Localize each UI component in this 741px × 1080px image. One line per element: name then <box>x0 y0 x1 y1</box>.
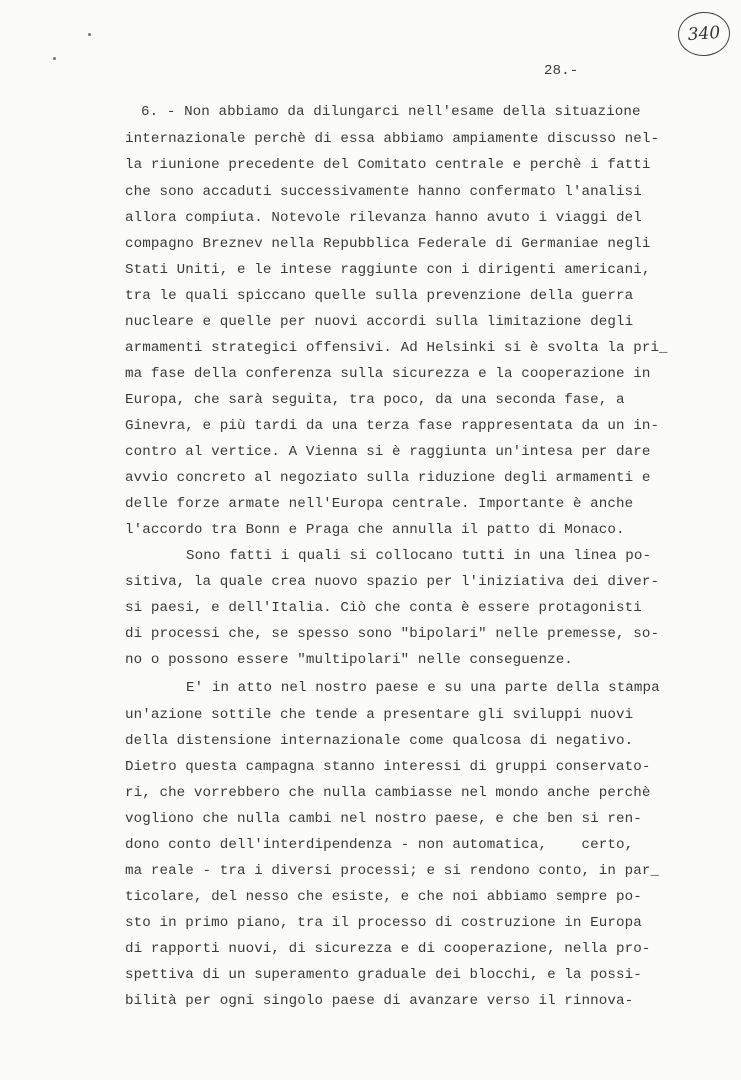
text-line: Stati Uniti, e le intese raggiunte con i dirigenti americani, <box>125 262 651 278</box>
text-line: spettiva di un superamento graduale dei blocchi, e la possi- <box>125 967 642 983</box>
text-line: di rapporti nuovi, di sicurezza e di cooperazione, nella pro- <box>125 941 651 957</box>
text-line: dono conto dell'interdipendenza - non automatica, certo, <box>125 837 634 853</box>
text-line: l'accordo tra Bonn e Praga che annulla il patto di Monaco. <box>125 522 625 538</box>
text-line: si paesi, e dell'Italia. Ciò che conta è essere protagonisti <box>125 600 642 616</box>
text-line: ri, che vorrebbero che nulla cambiasse nel mondo anche perchè <box>125 785 651 801</box>
text-line: bilità per ogni singolo paese di avanzare verso il rinnova- <box>125 993 634 1009</box>
text-line: compagno Breznev nella Repubblica Federale di Germaniae negli <box>125 236 651 252</box>
text-line: internazionale perchè di essa abbiamo ampiamente discusso nel- <box>125 131 660 147</box>
text-line: nucleare e quelle per nuovi accordi sulla limitazione degli <box>125 314 634 330</box>
page-number: 28.- <box>544 63 579 79</box>
scan-speck <box>88 33 91 36</box>
text-line: di processi che, se spesso sono "bipolari" nelle premesse, so- <box>125 626 660 642</box>
text-line: che sono accaduti successivamente hanno confermato l'analisi <box>125 184 642 200</box>
text-line: 6. - Non abbiamo da dilungarci nell'esame della situazione <box>141 104 641 120</box>
text-line: vogliono che nulla cambi nel nostro paese, e che ben si ren- <box>125 811 642 827</box>
text-line: allora compiuta. Notevole rilevanza hanno avuto i viaggi del <box>125 210 642 226</box>
text-line: delle forze armate nell'Europa centrale. Importante è anche <box>125 496 634 512</box>
text-line: ma reale - tra i diversi processi; e si rendono conto, in par_ <box>125 863 660 879</box>
text-line: la riunione precedente del Comitato centrale e perchè i fatti <box>125 157 651 173</box>
text-line: sto in primo piano, tra il processo di costruzione in Europa <box>125 915 642 931</box>
text-line: ticolare, del nesso che esiste, e che noi abbiamo sempre po- <box>125 889 642 905</box>
text-line: ma fase della conferenza sulla sicurezza e la cooperazione in <box>125 366 651 382</box>
scan-speck <box>53 57 56 60</box>
text-line: Sono fatti i quali si collocano tutti in una linea po- <box>186 548 652 564</box>
text-line: tra le quali spiccano quelle sulla prevenzione della guerra <box>125 288 634 304</box>
text-line: contro al vertice. A Vienna si è raggiunta un'intesa per dare <box>125 444 651 460</box>
text-line: E' in atto nel nostro paese e su una parte della stampa <box>186 680 660 696</box>
text-line: della distensione internazionale come qualcosa di negativo. <box>125 733 634 749</box>
archive-page-stamp: 340 <box>677 10 732 58</box>
text-line: avvio concreto al negoziato sulla riduzione degli armamenti e <box>125 470 651 486</box>
text-line: no o possono essere "multipolari" nelle conseguenze. <box>125 652 573 668</box>
text-line: sitiva, la quale crea nuovo spazio per l'iniziativa dei diver- <box>125 574 660 590</box>
text-line: Dietro questa campagna stanno interessi di gruppi conservato- <box>125 759 651 775</box>
text-line: Europa, che sarà seguita, tra poco, da una seconda fase, a <box>125 392 625 408</box>
text-line: un'azione sottile che tende a presentare gli sviluppi nuovi <box>125 707 634 723</box>
text-line: armamenti strategici offensivi. Ad Helsinki si è svolta la pri_ <box>125 340 668 356</box>
text-line: Ginevra, e più tardi da una terza fase rappresentata da un in- <box>125 418 660 434</box>
